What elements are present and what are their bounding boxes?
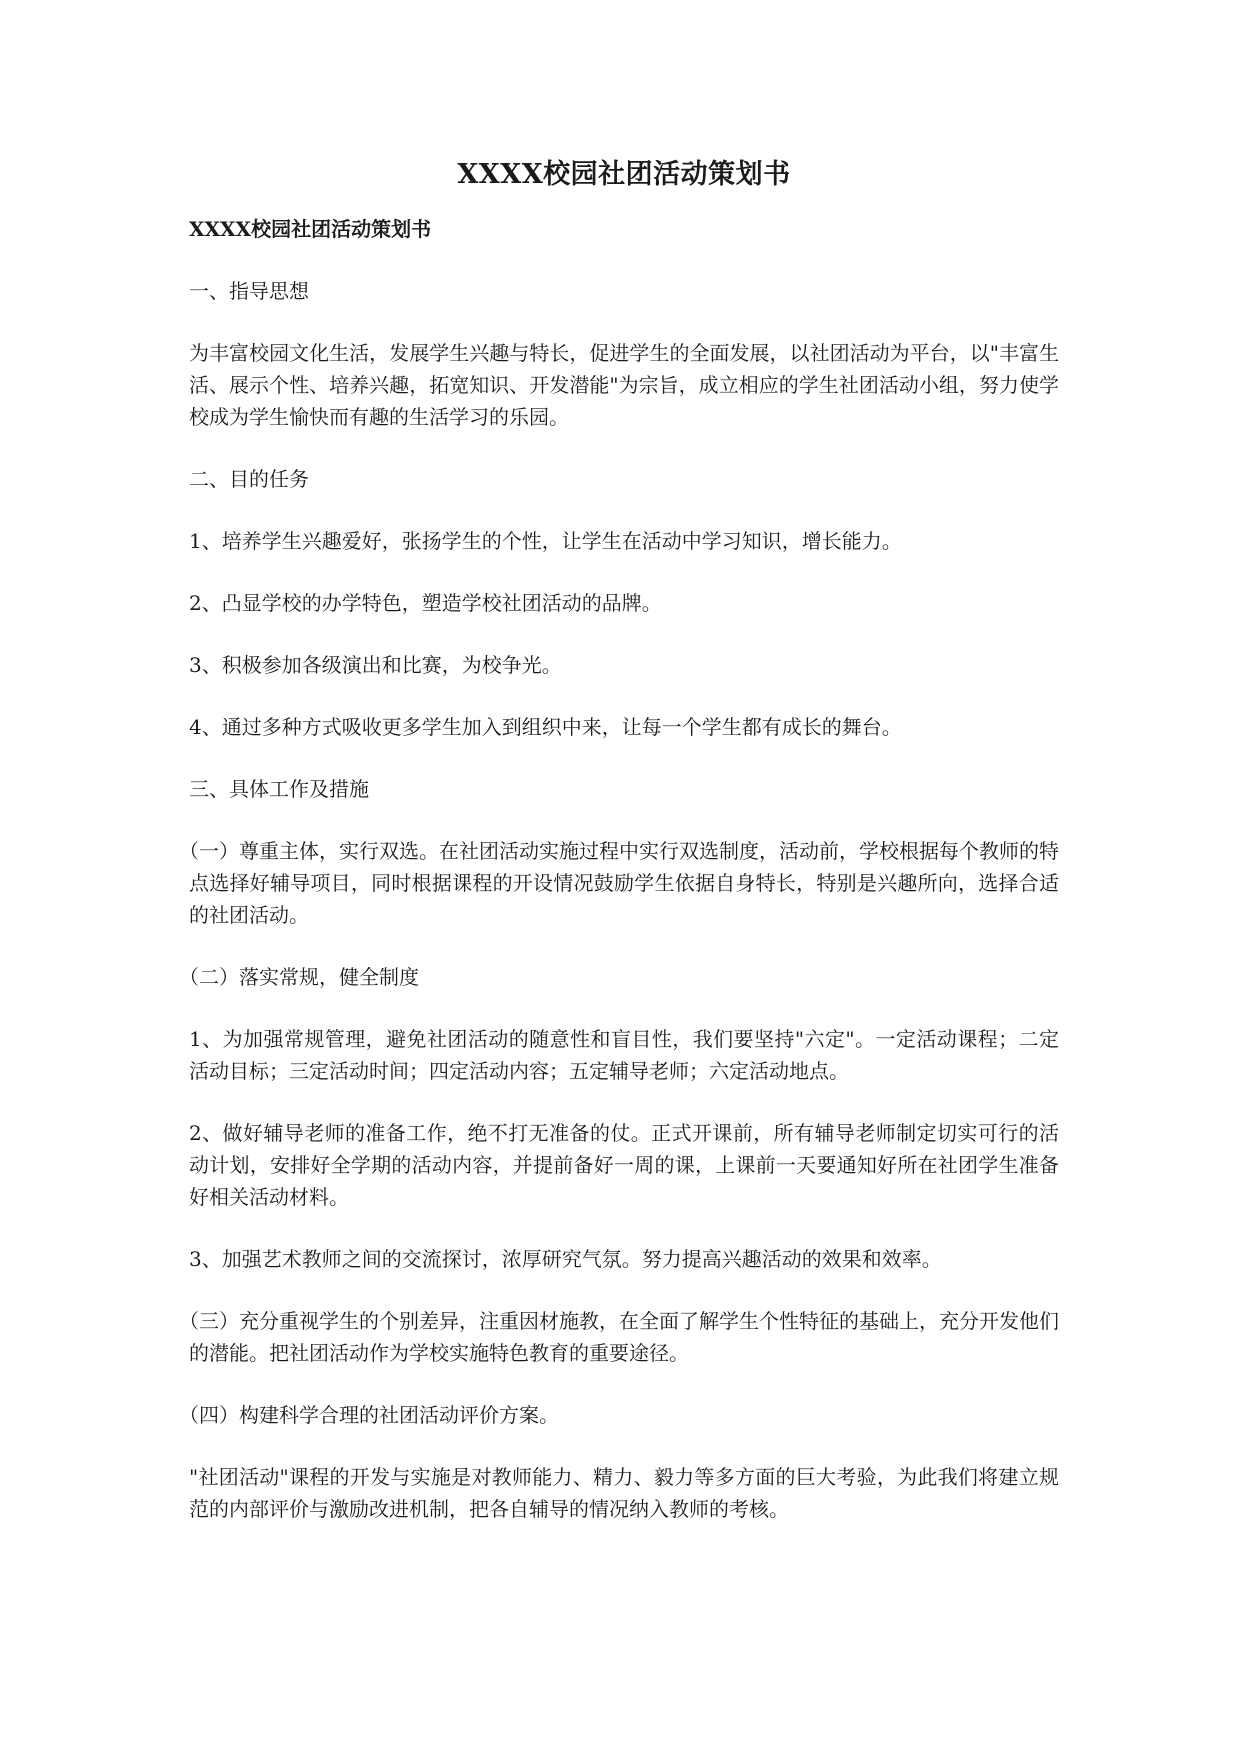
objective-item-4: 4、通过多种方式吸收更多学生加入到组织中来，让每一个学生都有成长的舞台。 bbox=[189, 715, 902, 739]
measure-heading-2: （二）落实常规，健全制度 bbox=[179, 965, 419, 989]
objective-item-3: 3、积极参加各级演出和比赛，为校争光。 bbox=[189, 653, 562, 677]
document-body bbox=[179, 155, 1059, 1555]
measure-2-item-1: 1、为加强常规管理，避免社团活动的随意性和盲目性，我们要坚持"六定"。一定活动课程；二定活动目标；三定活动时间；四定活动内容；五定辅导老师；六定活动地点。 bbox=[189, 1027, 1059, 1083]
section-heading-guiding-thought: 一、指导思想 bbox=[189, 279, 309, 303]
measure-paragraph-1: （一）尊重主体，实行双选。在社团活动实施过程中实行双选制度，活动前，学校根据每个教师的特点选择好辅导项目，同时根据课程的开设情况鼓励学生依据自身特长，特别是兴趣所向，选择合适的社团活动。 bbox=[179, 839, 1059, 927]
measure-heading-4: （四）构建科学合理的社团活动评价方案。 bbox=[179, 1403, 559, 1427]
section-heading-measures: 三、具体工作及措施 bbox=[189, 777, 369, 801]
measure-paragraph-3: （三）充分重视学生的个别差异，注重因材施教，在全面了解学生个性特征的基础上，充分开发他们的潜能。把社团活动作为学校实施特色教育的重要途径。 bbox=[179, 1309, 1059, 1365]
measure-2-item-2: 2、做好辅导老师的准备工作，绝不打无准备的仗。正式开课前，所有辅导老师制定切实可行的活动计划，安排好全学期的活动内容，并提前备好一周的课，上课前一天要通知好所在社团学生准备好相关活动材料。 bbox=[189, 1121, 1059, 1209]
paragraph-guiding-thought: 为丰富校园文化生活，发展学生兴趣与特长，促进学生的全面发展，以社团活动为平台，以"丰富生活、展示个性、培养兴趣，拓宽知识、开发潜能"为宗旨，成立相应的学生社团活动小组，努力使学校成为学生愉快而有趣的生活学习的乐园。 bbox=[189, 341, 1059, 429]
objective-item-2: 2、凸显学校的办学特色，塑造学校社团活动的品牌。 bbox=[189, 591, 662, 615]
document-title: XXXX校园社团活动策划书 bbox=[457, 159, 791, 190]
document-subtitle: XXXX校园社团活动策划书 bbox=[189, 217, 432, 241]
measure-4-paragraph: "社团活动"课程的开发与实施是对教师能力、精力、毅力等多方面的巨大考验，为此我们将建立规范的内部评价与激励改进机制，把各自辅导的情况纳入教师的考核。 bbox=[189, 1465, 1059, 1521]
measure-2-item-3: 3、加强艺术教师之间的交流探讨，浓厚研究气氛。努力提高兴趣活动的效果和效率。 bbox=[189, 1247, 942, 1271]
section-heading-objectives: 二、目的任务 bbox=[189, 467, 309, 491]
objective-item-1: 1、培养学生兴趣爱好，张扬学生的个性，让学生在活动中学习知识，增长能力。 bbox=[189, 529, 902, 553]
